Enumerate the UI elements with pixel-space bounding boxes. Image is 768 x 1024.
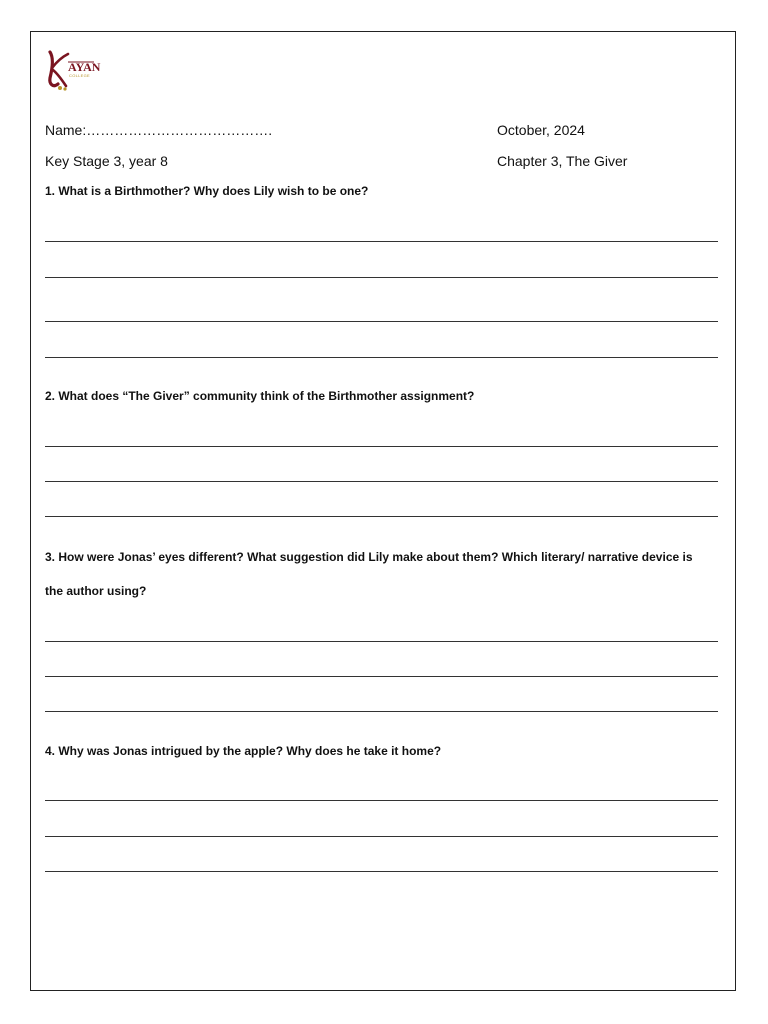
logo-subtext: COLLEGE — [69, 73, 90, 78]
answer-line[interactable] — [45, 321, 718, 322]
question-1-text: 1. What is a Birthmother? Why does Lily wish to be one? — [45, 184, 369, 198]
chapter-label: Chapter 3, The Giver — [497, 153, 628, 169]
question-3-text-line-1: 3. How were Jonas’ eyes different? What suggestion did Lily make about them? Which literary/ narrative device is — [45, 550, 693, 564]
logo-text: AYAN — [68, 60, 101, 74]
question-2-text: 2. What does “The Giver” community think of the Birthmother assignment? — [45, 389, 475, 403]
question-3-text-line-2: the author using? — [45, 584, 147, 598]
answer-line[interactable] — [45, 481, 718, 482]
answer-line[interactable] — [45, 357, 718, 358]
page-border — [30, 31, 736, 991]
answer-line[interactable] — [45, 241, 718, 242]
answer-line[interactable] — [45, 711, 718, 712]
date-label: October, 2024 — [497, 122, 585, 138]
question-4-text: 4. Why was Jonas intrigued by the apple? Why does he take it home? — [45, 744, 442, 758]
answer-line[interactable] — [45, 446, 718, 447]
answer-line[interactable] — [45, 836, 718, 837]
answer-line[interactable] — [45, 676, 718, 677]
answer-line[interactable] — [45, 277, 718, 278]
key-stage-label: Key Stage 3, year 8 — [45, 153, 168, 169]
name-field — [45, 122, 272, 138]
answer-line[interactable] — [45, 800, 718, 801]
answer-line[interactable] — [45, 516, 718, 517]
answer-line[interactable] — [45, 871, 718, 872]
answer-line[interactable] — [45, 641, 718, 642]
name-label: Name:…………………………………. — [45, 122, 273, 138]
